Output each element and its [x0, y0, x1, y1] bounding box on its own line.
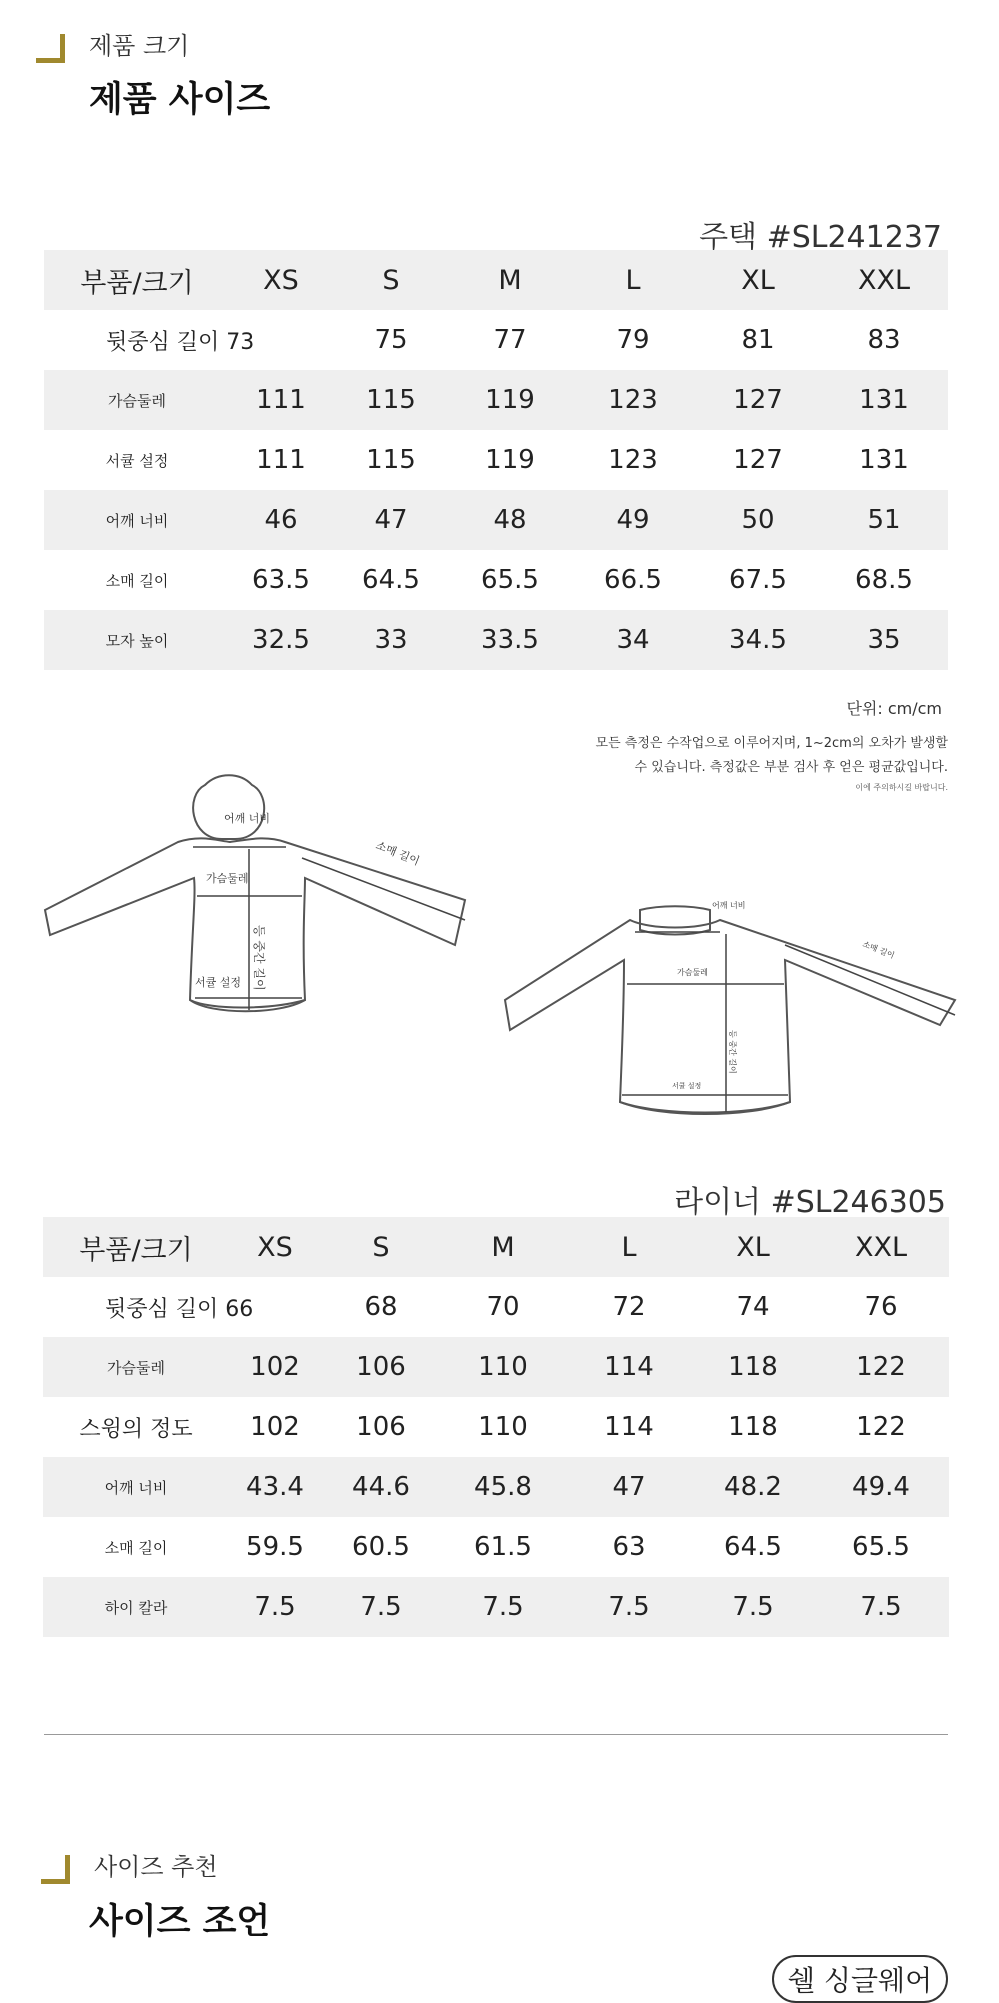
- diagram1-hem-label: 서큘 설정: [195, 976, 242, 989]
- table-cell: 34.5: [729, 625, 787, 655]
- table-cell: 7.5: [608, 1592, 650, 1622]
- header-cell: XL: [741, 264, 775, 296]
- row-label: 어깨 너비: [104, 1478, 168, 1497]
- table-cell: 70: [486, 1292, 520, 1322]
- table-cell: 111: [256, 445, 306, 475]
- liner-diagram: [500, 890, 960, 1130]
- header-cell: M: [491, 1231, 515, 1263]
- table-cell: 122: [856, 1412, 906, 1442]
- table-cell: 59.5: [246, 1532, 304, 1562]
- table-cell: 65.5: [852, 1532, 910, 1562]
- table-cell: 49.4: [852, 1472, 910, 1502]
- table-row: [43, 1337, 949, 1397]
- table-cell: 60.5: [352, 1532, 410, 1562]
- table-cell: 81: [741, 325, 775, 355]
- table-cell: 79: [616, 325, 650, 355]
- liner-sku: 라이너 #SL246305: [674, 1185, 946, 1220]
- table-row: [44, 430, 948, 490]
- table-cell: 65.5: [481, 565, 539, 595]
- row-label: 스윙의 정도: [79, 1416, 193, 1442]
- table-cell: 47: [374, 505, 408, 535]
- table-row: [44, 310, 948, 370]
- table-cell: 123: [608, 385, 658, 415]
- header-cell: XXL: [854, 1231, 908, 1263]
- header-cell: M: [498, 264, 522, 296]
- row-label: 뒷중심 길이 73: [106, 329, 255, 355]
- table-cell: 7.5: [482, 1592, 524, 1622]
- measure-note-3: 이에 주의하시길 바랍니다.: [855, 783, 948, 792]
- diagram1-back-label: 등 중간 길이: [252, 925, 266, 991]
- table-cell: 35: [867, 625, 901, 655]
- table-cell: 102: [250, 1412, 300, 1442]
- table-cell: 77: [493, 325, 527, 355]
- table-row: [43, 1517, 949, 1577]
- table-cell: 122: [856, 1352, 906, 1382]
- table-cell: 45.8: [474, 1472, 532, 1502]
- table-cell: 44.6: [352, 1472, 410, 1502]
- table-cell: 106: [356, 1352, 406, 1382]
- shell-tag-pill[interactable]: 쉘 싱글웨어: [772, 1955, 948, 2003]
- table-cell: 83: [867, 325, 901, 355]
- table-cell: 127: [733, 445, 783, 475]
- table-cell: 48: [493, 505, 527, 535]
- table-cell: 118: [728, 1412, 778, 1442]
- table-cell: 131: [859, 445, 909, 475]
- liner-size-table: [43, 1217, 949, 1637]
- table-cell: 115: [366, 445, 416, 475]
- table-cell: 68: [364, 1292, 398, 1322]
- table-cell: 33: [374, 625, 408, 655]
- diagram1-sleeve-label: 소매 길이: [373, 838, 422, 869]
- row-label: 소매 길이: [105, 571, 169, 590]
- header-cell: L: [621, 1231, 637, 1263]
- header-cell: XS: [263, 264, 299, 296]
- section-bracket-icon: [41, 1855, 70, 1884]
- table-cell: 127: [733, 385, 783, 415]
- table-cell: 68.5: [855, 565, 913, 595]
- table-cell: 110: [478, 1412, 528, 1442]
- row-label: 소매 길이: [104, 1538, 168, 1557]
- header-cell: XL: [736, 1231, 770, 1263]
- shell-size-table: [44, 250, 948, 670]
- shell-sku: 주택 #SL241237: [699, 220, 942, 255]
- table-row: [44, 610, 948, 670]
- table-cell: 43.4: [246, 1472, 304, 1502]
- diagram1-chest-label: 가슴둘레: [206, 872, 249, 885]
- table-cell: 119: [485, 445, 535, 475]
- diagram2-hem-label: 서큘 설정: [672, 1082, 702, 1090]
- table-cell: 50: [741, 505, 775, 535]
- page-title: 제품 사이즈: [89, 80, 271, 120]
- section-kicker: 제품 크기: [89, 32, 190, 60]
- row-label: 하이 칼라: [104, 1598, 168, 1617]
- table-cell: 33.5: [481, 625, 539, 655]
- diagram2-shoulder-label: 어깨 너비: [712, 901, 746, 910]
- table-cell: 106: [356, 1412, 406, 1442]
- table-cell: 48.2: [724, 1472, 782, 1502]
- table-cell: 7.5: [732, 1592, 774, 1622]
- table-cell: 76: [864, 1292, 898, 1322]
- header-cell: L: [625, 264, 641, 296]
- table-header-row: [44, 250, 948, 310]
- table-row: [43, 1457, 949, 1517]
- row-label: 가슴둘레: [107, 1358, 165, 1377]
- header-cell: 부품/크기: [79, 1234, 193, 1266]
- diagram2-sleeve-label: 소매 길이: [861, 939, 896, 961]
- table-cell: 51: [867, 505, 901, 535]
- table-cell: 61.5: [474, 1532, 532, 1562]
- table-cell: 7.5: [360, 1592, 402, 1622]
- table-cell: 64.5: [724, 1532, 782, 1562]
- table-cell: 67.5: [729, 565, 787, 595]
- table-header-row: [43, 1217, 949, 1277]
- header-cell: XS: [257, 1231, 293, 1263]
- table-cell: 47: [612, 1472, 646, 1502]
- table-cell: 32.5: [252, 625, 310, 655]
- table-cell: 131: [859, 385, 909, 415]
- table-row: [43, 1397, 949, 1457]
- table-cell: 66.5: [604, 565, 662, 595]
- table-row: [44, 490, 948, 550]
- diagram2-back-label: 등 중간 길이: [728, 1030, 737, 1074]
- section-title: 사이즈 조언: [89, 1902, 271, 1942]
- row-label: 어깨 너비: [105, 511, 169, 530]
- section-bracket-icon: [36, 34, 65, 63]
- measure-note-1: 모든 측정은 수작업으로 이루어지며, 1~2cm의 오차가 발생할: [595, 736, 948, 751]
- table-row: [43, 1277, 949, 1337]
- table-cell: 34: [616, 625, 650, 655]
- table-cell: 49: [616, 505, 650, 535]
- unit-note: 단위: cm/cm: [846, 699, 942, 718]
- hooded-jacket-diagram: [40, 760, 480, 1030]
- table-cell: 115: [366, 385, 416, 415]
- table-cell: 64.5: [362, 565, 420, 595]
- table-cell: 114: [604, 1352, 654, 1382]
- section-divider: [44, 1734, 948, 1735]
- table-cell: 72: [612, 1292, 646, 1322]
- table-cell: 74: [736, 1292, 770, 1322]
- diagram2-chest-label: 가슴둘레: [677, 968, 708, 977]
- header-cell: S: [372, 1231, 390, 1263]
- table-row: [44, 370, 948, 430]
- measure-note-2: 수 있습니다. 측정값은 부분 검사 후 얻은 평균값입니다.: [634, 760, 948, 775]
- table-cell: 110: [478, 1352, 528, 1382]
- table-cell: 119: [485, 385, 535, 415]
- table-cell: 46: [264, 505, 298, 535]
- table-cell: 123: [608, 445, 658, 475]
- section-kicker: 사이즈 추천: [94, 1853, 218, 1881]
- table-row: [44, 550, 948, 610]
- header-cell: S: [382, 264, 400, 296]
- table-cell: 102: [250, 1352, 300, 1382]
- table-cell: 111: [256, 385, 306, 415]
- table-row: [43, 1577, 949, 1637]
- table-cell: 7.5: [254, 1592, 296, 1622]
- row-label: 서큘 설정: [105, 451, 169, 470]
- table-cell: 114: [604, 1412, 654, 1442]
- table-cell: 7.5: [860, 1592, 902, 1622]
- row-label: 뒷중심 길이 66: [105, 1296, 254, 1322]
- diagram1-shoulder-label: 어깨 너비: [224, 812, 271, 825]
- header-cell: 부품/크기: [80, 267, 194, 299]
- row-label: 모자 높이: [105, 631, 169, 650]
- table-cell: 63: [612, 1532, 646, 1562]
- table-cell: 118: [728, 1352, 778, 1382]
- header-cell: XXL: [857, 264, 911, 296]
- table-cell: 75: [374, 325, 408, 355]
- table-cell: 63.5: [252, 565, 310, 595]
- row-label: 가슴둘레: [108, 391, 166, 410]
